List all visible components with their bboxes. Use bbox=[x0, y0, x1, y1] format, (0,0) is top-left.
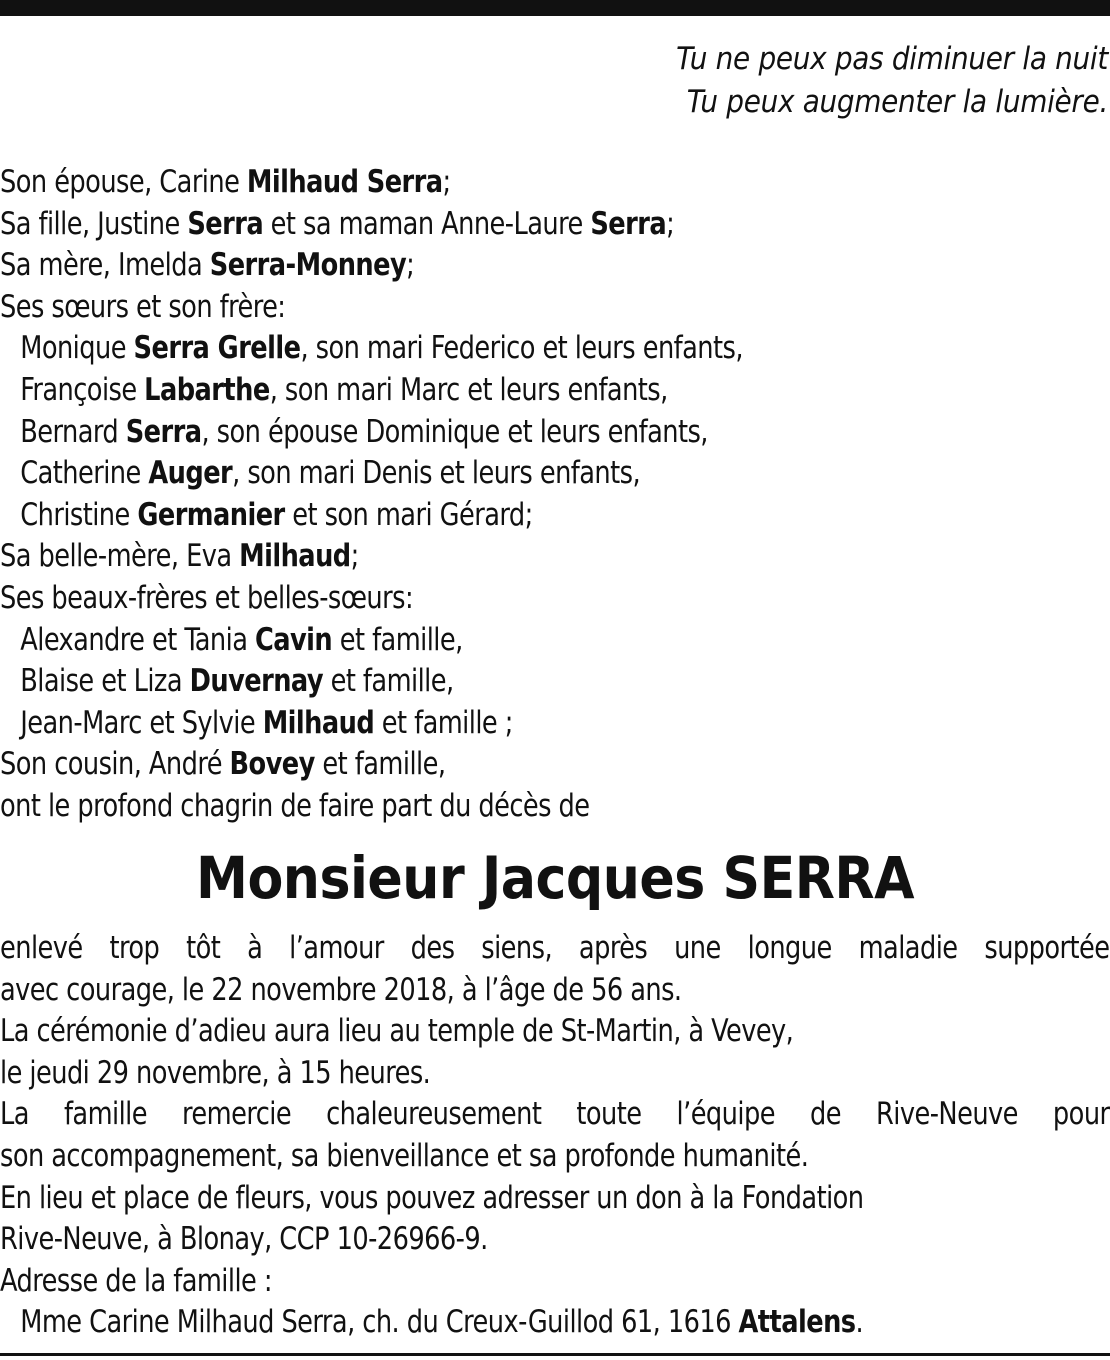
announcement-text: ont le profond chagrin de faire part du décès de bbox=[0, 787, 590, 824]
body-line: La cérémonie d’adieu aura lieu au temple de St-Martin, à Vevey, bbox=[0, 1013, 794, 1050]
body-line: En lieu et place de fleurs, vous pouvez adresser un don à la Fondation bbox=[0, 1179, 864, 1216]
body-line: Adresse de la famille : bbox=[0, 1262, 272, 1299]
in-law-item: Blaise et Liza Duvernay et famille, bbox=[20, 663, 454, 700]
body-text bbox=[0, 928, 1110, 1344]
epigraph bbox=[676, 38, 1108, 124]
in-law-item: Alexandre et Tania Cavin et famille, bbox=[20, 621, 463, 658]
family-list bbox=[0, 162, 1021, 828]
body-line: Rive-Neuve, à Blonay, CCP 10-26966-9. bbox=[0, 1221, 488, 1258]
bottom-rule bbox=[0, 1353, 1110, 1356]
siblings-heading: Ses sœurs et son frère: bbox=[0, 288, 286, 325]
body-line: son accompagnement, sa bienveillance et sa profonde humanité. bbox=[0, 1137, 809, 1174]
sibling-item: Françoise Labarthe, son mari Marc et leurs enfants, bbox=[20, 371, 668, 408]
family-mother-in-law: Sa belle-mère, Eva Milhaud; bbox=[0, 538, 359, 575]
deceased-name: Monsieur Jacques SERRA bbox=[196, 844, 914, 912]
family-daughter: Sa fille, Justine Serra et sa maman Anne-Laure Serra; bbox=[0, 205, 675, 242]
family-cousin: Son cousin, André Bovey et famille, bbox=[0, 746, 446, 783]
body-line: La famille remercie chaleureusement toute l’équipe de Rive-Neuve pour bbox=[0, 1096, 1110, 1133]
family-address: Mme Carine Milhaud Serra, ch. du Creux-Guillod 61, 1616 Attalens. bbox=[20, 1304, 864, 1341]
epigraph-line-1: Tu ne peux pas diminuer la nuit bbox=[676, 41, 1108, 77]
body-line: enlevé trop tôt à l’amour des siens, après une longue maladie supportée bbox=[0, 930, 1110, 966]
in-law-item: Jean-Marc et Sylvie Milhaud et famille ; bbox=[20, 704, 513, 741]
body-line: avec courage, le 22 novembre 2018, à l’âge de 56 ans. bbox=[0, 971, 682, 1008]
family-spouse: Son épouse, Carine Milhaud Serra; bbox=[0, 164, 451, 200]
top-rule bbox=[0, 0, 1110, 16]
sibling-item: Catherine Auger, son mari Denis et leurs enfants, bbox=[20, 455, 641, 492]
sibling-item: Christine Germanier et son mari Gérard; bbox=[20, 496, 533, 533]
epigraph-line-2: Tu peux augmenter la lumière. bbox=[686, 84, 1108, 120]
in-laws-heading: Ses beaux-frères et belles-sœurs: bbox=[0, 579, 414, 616]
sibling-item: Bernard Serra, son épouse Dominique et leurs enfants, bbox=[20, 413, 708, 450]
sibling-item: Monique Serra Grelle, son mari Federico et leurs enfants, bbox=[20, 330, 743, 367]
family-mother: Sa mère, Imelda Serra-Monney; bbox=[0, 247, 415, 284]
body-line: le jeudi 29 novembre, à 15 heures. bbox=[0, 1054, 431, 1091]
